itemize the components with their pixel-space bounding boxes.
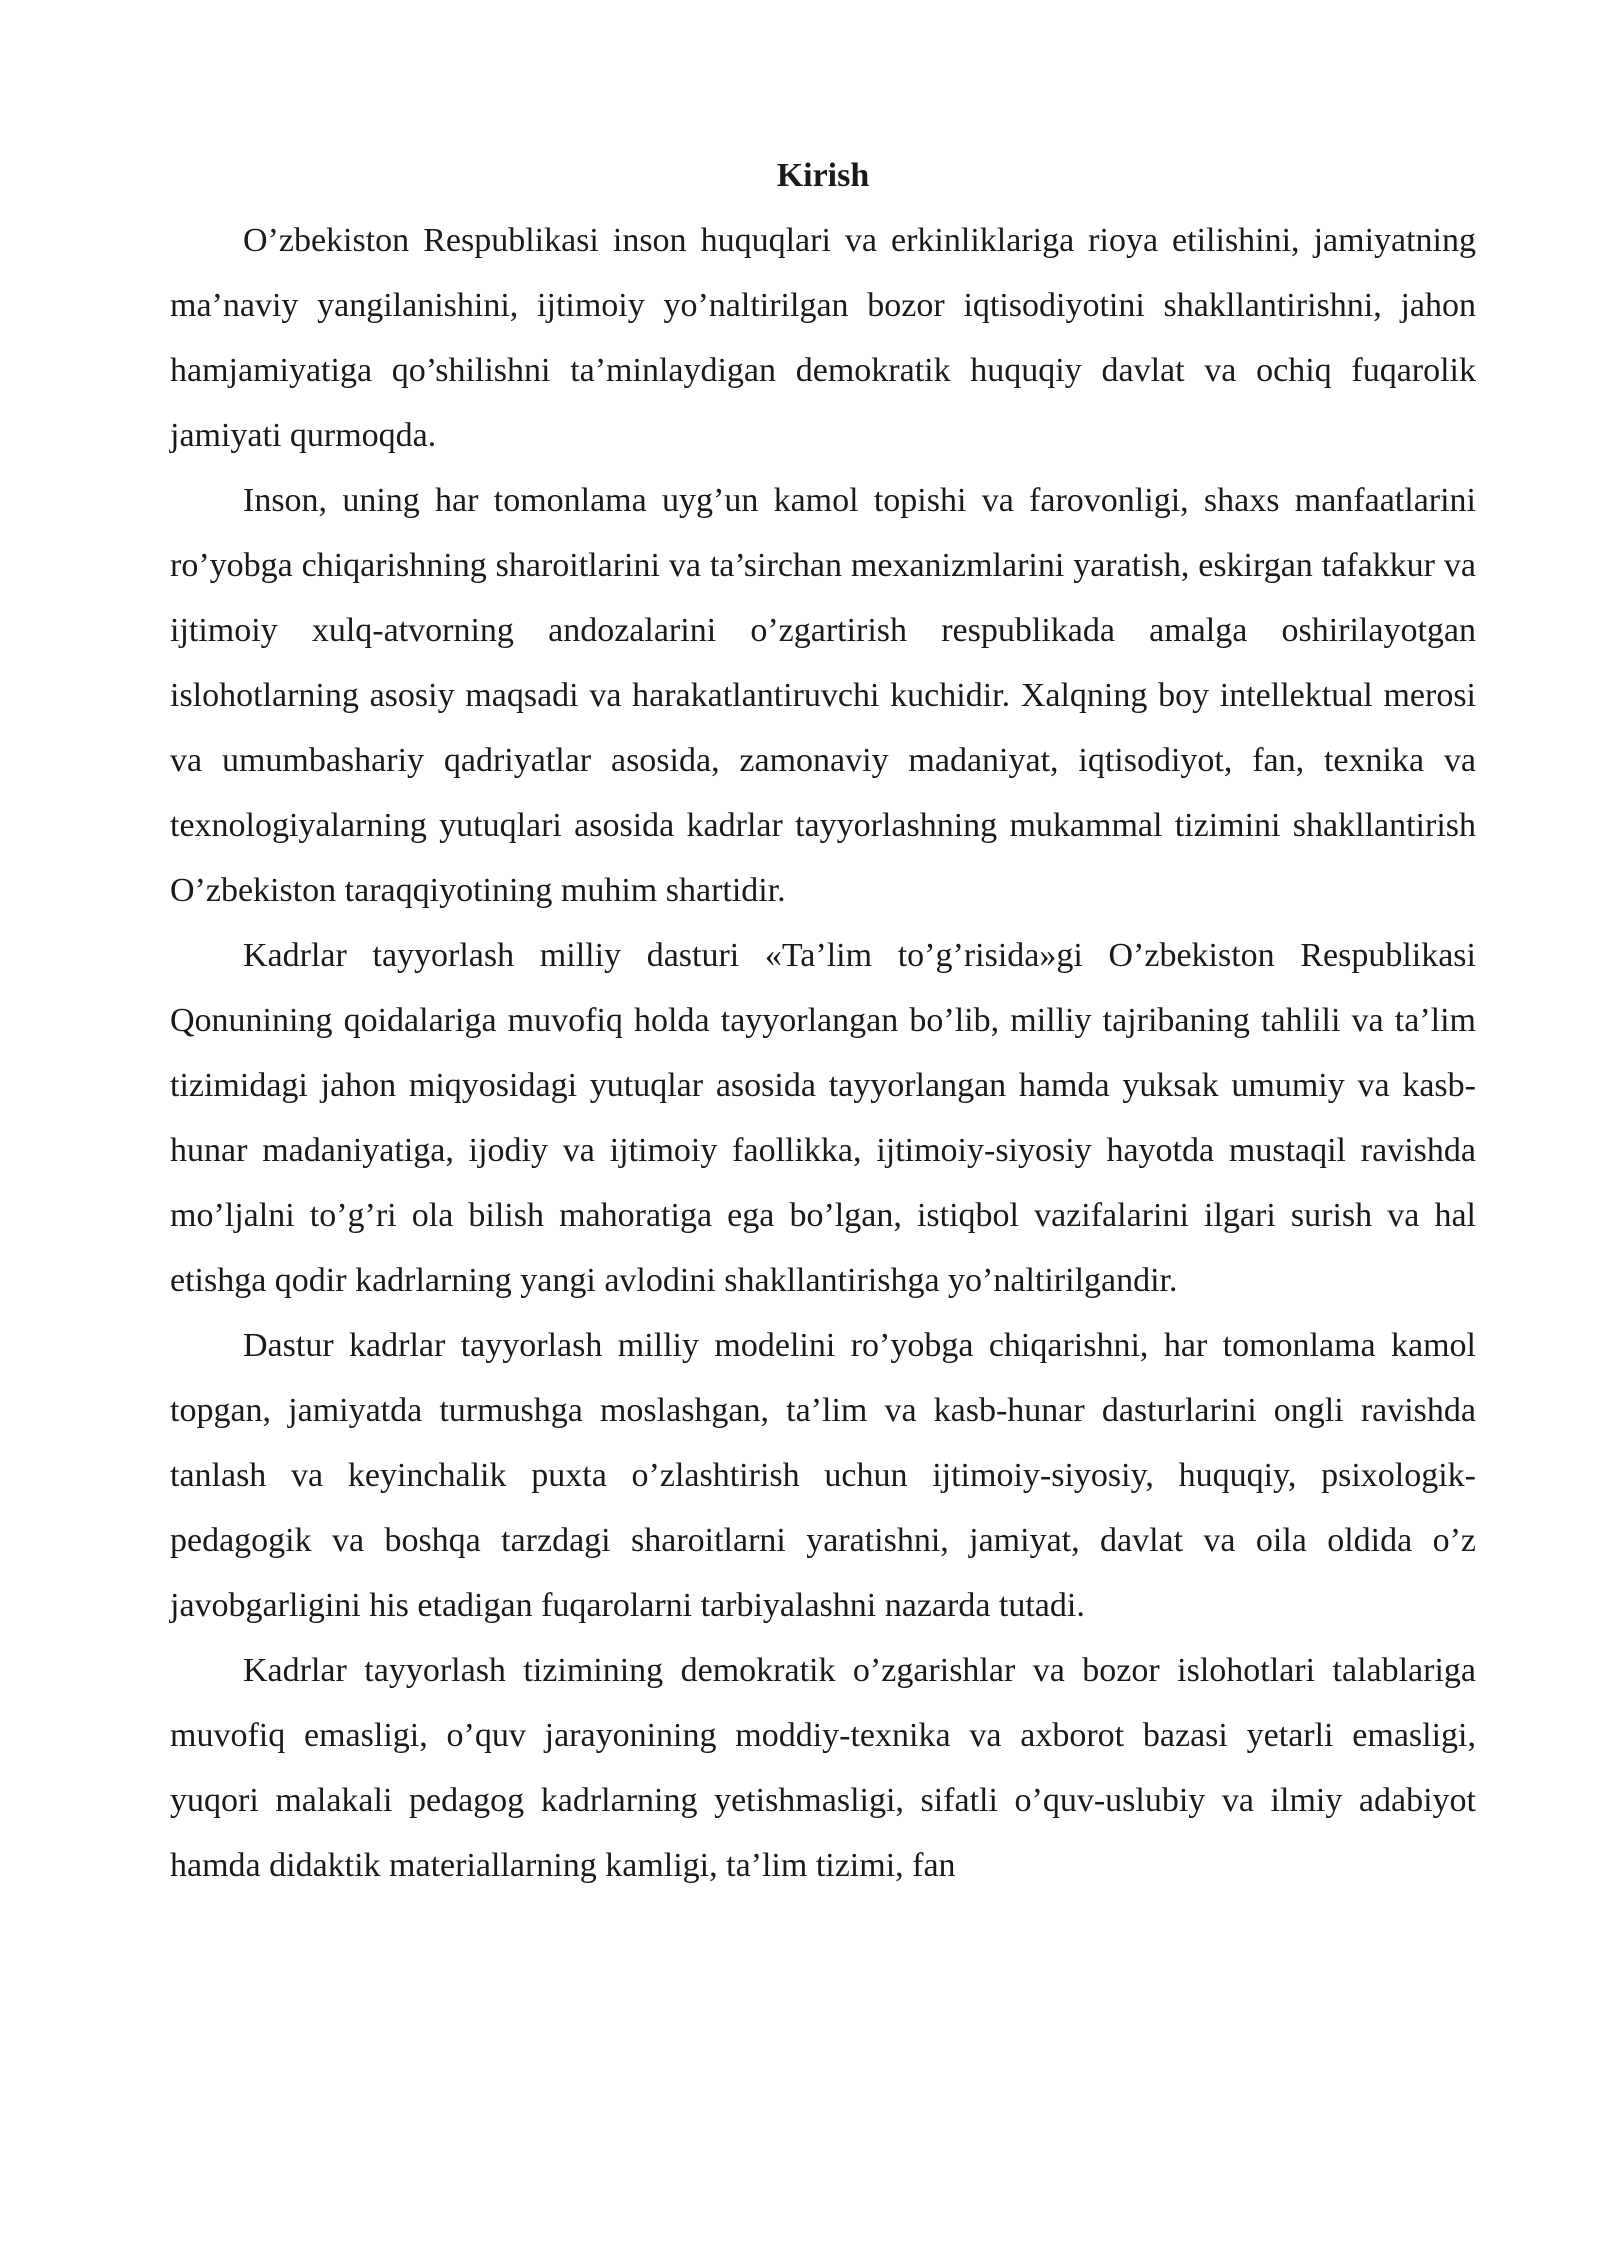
paragraph-4: Dastur kadrlar tayyorlash milliy modelini ro’yobga chiqarishni, har tomonlama kamol topgan, jamiyatda turmushga moslashgan, ta’lim va kasb-hunar dasturlarini ongli ravishda tanlash va keyinchalik puxta o’zlashtirish uchun ijtimoiy-siyosiy, huquqiy, psixologik-pedagogik va boshqa tarzdagi sharoitlarni yaratishni, jamiyat, davlat va oila oldida o’z javobgarligini his etadigan fuqarolarni tarbiyalashni nazarda tutadi. [170,1327,1476,1624]
document-body [170,143,1476,1898]
paragraph-2: Inson, uning har tomonlama uyg’un kamol topishi va farovonligi, shaxs manfaatlarini ro’yobga chiqarishning sharoitlarini va ta’sirchan mexanizmlarini yaratish, eskirgan tafakkur va ijtimoiy xulq-atvorning andozalarini o’zgartirish respublikada amalga oshirilayotgan islohotlarning asosiy maqsadi va harakatlantiruvchi kuchidir. Xalqning boy intellektual merosi va umumbashariy qadriyatlar asosida, zamonaviy madaniyat, iqtisodiyot, fan, texnika va texnologiyalarning yutuqlari asosida kadrlar tayyorlashning mukammal tizimini shakllantirish O’zbekiston taraqqiyotining muhim shartidir. [170,482,1476,909]
paragraph-5: Kadrlar tayyorlash tizimining demokratik o’zgarishlar va bozor islohotlari talablariga muvofiq emasligi, o’quv jarayonining moddiy-texnika va axborot bazasi yetarli emasligi, yuqori malakali pedagog kadrlarning yetishmasligi, sifatli o’quv-uslubiy va ilmiy adabiyot hamda didaktik materiallarning kamligi, ta’lim tizimi, fan [170,1652,1476,1884]
paragraph-1: O’zbekiston Respublikasi inson huquqlari va erkinliklariga rioya etilishini, jamiyatning ma’naviy yangilanishini, ijtimoiy yo’naltirilgan bozor iqtisodiyotini shakllantirishni, jahon hamjamiyatiga qo’shilishni ta’minlaydigan demokratik huquqiy davlat va ochiq fuqarolik jamiyati qurmoqda. [170,222,1476,454]
document-title: Kirish [776,157,870,194]
paragraph-3: Kadrlar tayyorlash milliy dasturi «Ta’lim to’g’risida»gi O’zbekiston Respublikasi Qonunining qoidalariga muvofiq holda tayyorlangan bo’lib, milliy tajribaning tahlili va ta’lim tizimidagi jahon miqyosidagi yutuqlar asosida tayyorlangan hamda yuksak umumiy va kasb-hunar madaniyatiga, ijodiy va ijtimoiy faollikka, ijtimoiy-siyosiy hayotda mustaqil ravishda mo’ljalni to’g’ri ola bilish mahoratiga ega bo’lgan, istiqbol vazifalarini ilgari surish va hal etishga qodir kadrlarning yangi avlodini shakllantirishga yo’naltirilgandir. [170,937,1476,1299]
